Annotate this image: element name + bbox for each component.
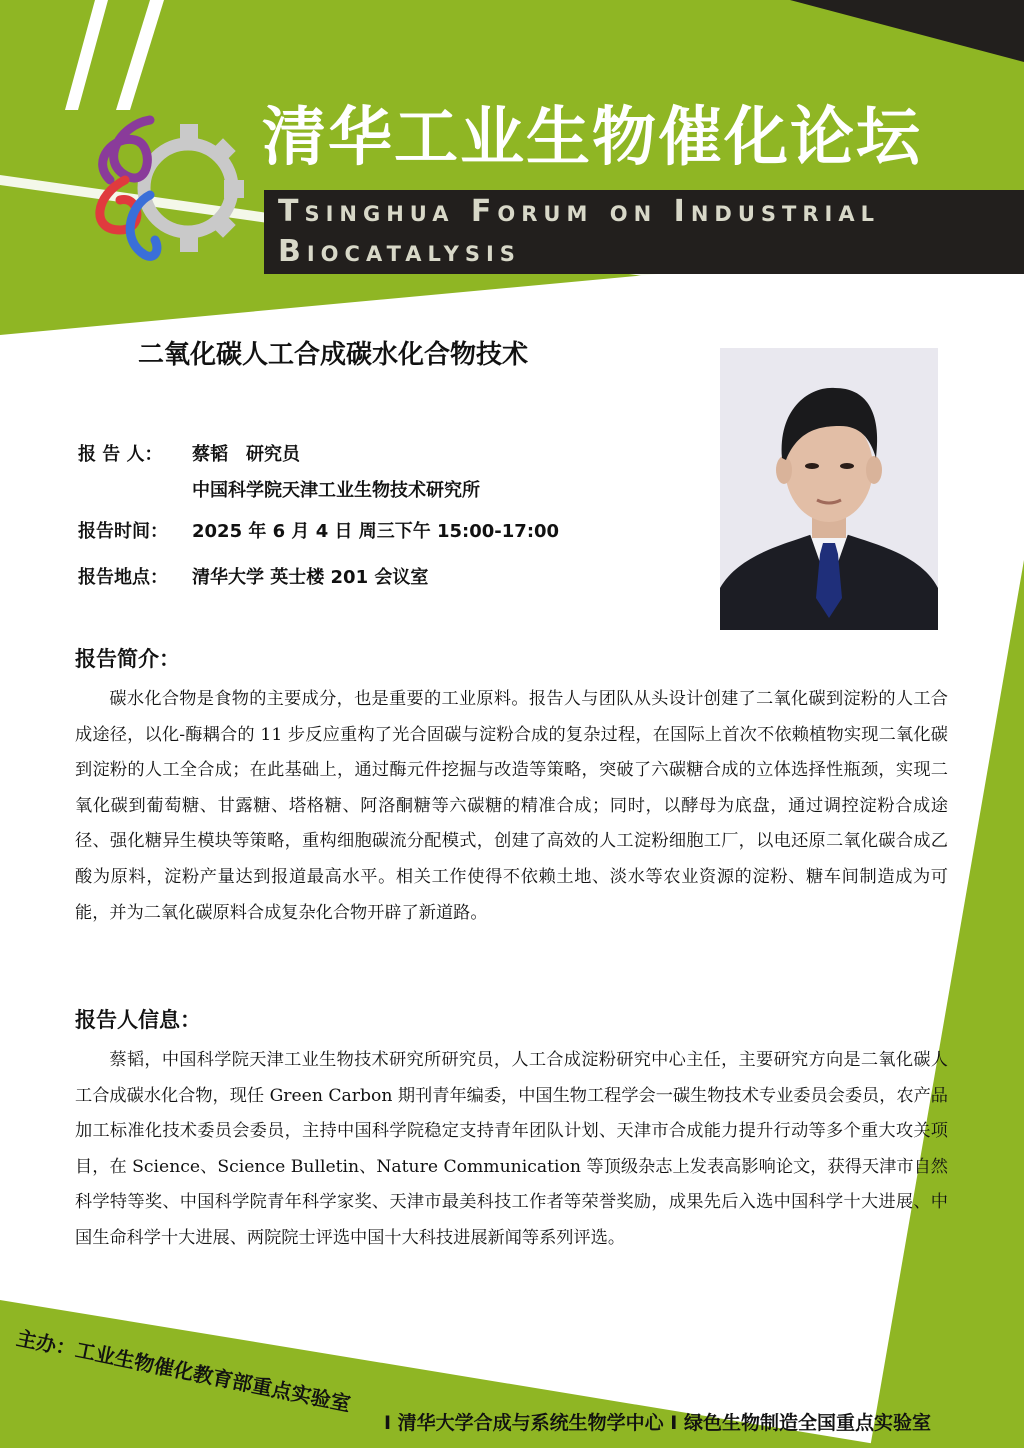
- place-row: [78, 563, 428, 589]
- abstract-heading: 报告简介：: [75, 647, 180, 671]
- forum-title-cn: 清华工业生物催化论坛: [262, 101, 922, 175]
- place-value: 清华大学 英士楼 201 会议室: [192, 567, 429, 588]
- footer-organizers: I 清华大学合成与系统生物学中心 I 绿色生物制造全国重点实验室: [384, 1412, 931, 1434]
- affiliation-row: [192, 476, 480, 502]
- abstract-text: 碳水化合物是食物的主要成分，也是重要的工业原料。报告人与团队从头设计创建了二氧化碳到淀粉的人工合成途径，以化-酶耦合的 11 步反应重构了光合固碳与淀粉合成的复杂过程，在国际上首次不依赖植物实现二氧化碳到淀粉的人工全合成；在此基础上，通过酶元件挖掘与改造等策略，突破了六碳糖合成的立体选择性瓶颈，实现二氧化碳到葡萄糖、甘露糖、塔格糖、阿洛酮糖等六碳糖的精准合成；同时，以酵母为底盘，通过调控淀粉合成途径、强化糖异生模块等策略，重构细胞碳流分配模式，创建了高效的人工淀粉细胞工厂，以电还原二氧化碳合成乙酸为原料，淀粉产量达到报道最高水平。相关工作使得不依赖土地、淡水等农业资源的淀粉、糖车间制造成为可能，并为二氧化碳原料合成复杂化合物开辟了新道路。: [75, 689, 948, 923]
- place-label: 报告地点：: [78, 567, 168, 588]
- forum-title-en-line1: Tsinghua Forum on Industrial: [278, 194, 880, 229]
- footer-host: 主办：工业生物催化教育部重点实验室: [14, 1325, 353, 1417]
- ribbon-gear-logo-icon: [80, 100, 250, 270]
- time-label: 报告时间：: [78, 521, 168, 542]
- forum-title-en-line2: Biocatalysis: [278, 234, 521, 269]
- time-row: [78, 517, 559, 543]
- bio-text: 蔡韬，中国科学院天津工业生物技术研究所研究员，人工合成淀粉研究中心主任，主要研究方向是二氧化碳人工合成碳水化合物，现任 Green Carbon 期刊青年编委，中国生物工程学会一碳生物技术专业委员会委员，农产品加工标准化技术委员会委员，主持中国科学院稳定支持青年团队计划、天津市合成能力提升行动等多个重大攻关项目，在 Science、Science Bulletin、Nature Communication 等顶级杂志上发表高影响论文，获得天津市自然科学特等奖、中国科学院青年科学家奖、天津市最美科技工作者等荣誉奖励，成果先后入选中国科学十大进展、中国生命科学十大进展、两院院士评选中国十大科技进展新闻等系列评选。: [75, 1050, 948, 1248]
- time-value: 2025 年 6 月 4 日 周三下午 15:00-17:00: [192, 521, 560, 542]
- talk-title: 二氧化碳人工合成碳水化合物技术: [138, 340, 529, 370]
- speaker-row: [78, 440, 300, 466]
- speaker-photo: [720, 348, 938, 630]
- speaker-label: 报 告 人：: [78, 444, 163, 465]
- forum-title-en: [278, 192, 1018, 272]
- affiliation-value: 中国科学院天津工业生物技术研究所: [192, 480, 480, 501]
- speaker-value: 蔡韬 研究员: [192, 444, 300, 465]
- bio-heading: 报告人信息：: [75, 1008, 201, 1032]
